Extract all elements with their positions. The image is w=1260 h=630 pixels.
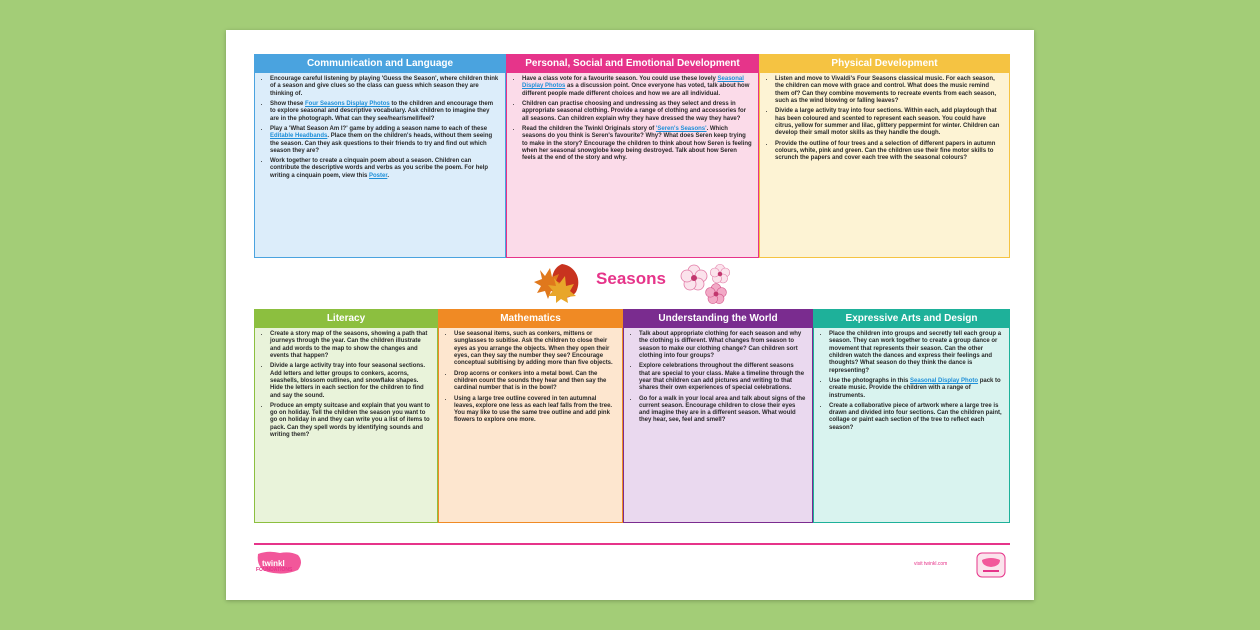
- understanding-world-panel: [623, 309, 813, 523]
- list-item: [270, 363, 431, 400]
- literacy-panel: [254, 309, 438, 523]
- footer-divider: [254, 543, 1010, 545]
- item-text: Go for a walk in your local area and talk about signs of the current season. Encourage children to close their eyes and imagine they are in a different season. What would they hear, see, feel and smell?: [639, 395, 806, 424]
- item-text: Listen and move to Vivaldi's Four Seasons classical music. For each season, the children can move with grace and control. What does the music remind them of? Can they combine movements to recreate events from each season, such as the wind blowing or falling leaves?: [775, 76, 997, 104]
- item-text: Explore celebrations throughout the different seasons that are special to your class. Make a timeline through the year that children can add pictures and writing to that shares their own experiences of special celebrations.: [639, 363, 805, 392]
- item-text: Play a 'What Season Am I?' game by adding a season name to each of these: [270, 125, 488, 132]
- item-text: . Which seasons do you think is Seren's favourite? Why? What does Seren keep trying to make in the story? Encourage the children to think about how Seren is feeling when her seasonal snowglobe keep being destroyed. Talk about how Seren feels at the end of the story and why.: [522, 125, 752, 162]
- item-text: Drop acorns or conkers into a metal bowl. Can the children count the sounds they hear and then say the cardinal number that is in the bowl?: [454, 370, 607, 392]
- list-item: [639, 331, 806, 360]
- logo-text: twinkl: [262, 559, 285, 568]
- mathematics-panel: [438, 309, 623, 523]
- list-item: [270, 126, 499, 155]
- list-item: [829, 331, 1003, 375]
- item-text: Work together to create a cinquain poem about a season. Children can contribute the descriptive words and verbs as you scribe the poem. For help writing a cinquain poem, view this: [270, 158, 489, 179]
- page-title: Seasons: [596, 269, 666, 288]
- understanding-world-list: [624, 328, 812, 425]
- list-item: [522, 76, 752, 98]
- resource-link[interactable]: 'Seren's Seasons': [655, 125, 707, 132]
- item-text: Place the children into groups and secretly tell each group a season. They can work together to create a group dance or movement that represents their season. Can the other children watch the dances and express their feelings and thoughts? What season do they think the dance is representing?: [829, 331, 1002, 374]
- item-text: Use seasonal items, such as conkers, mittens or sunglasses to subitise. Ask the children to close their eyes as you arrange the objects. When they open their eyes, can they say the number they see? Encourage conceptual subitising by adding more than five objects.: [454, 331, 613, 367]
- list-item: [775, 76, 1003, 105]
- item-text: . Place them on the children's heads, without them seeing the season. Can they ask questions to their friends to try and find out which season they are?: [270, 133, 493, 154]
- pse-panel: [506, 54, 759, 258]
- list-item: [829, 403, 1003, 432]
- item-text: Children can practise choosing and undressing as they select and dress in appropriate seasonal clothing. Provide a range of clothing and accessories for all seasons. Can children explain why they have dressed the way they have?: [522, 100, 747, 122]
- list-item: [454, 331, 616, 368]
- logo-subtitle: FOUNDATIONS: [256, 567, 293, 573]
- physical-development-list: [760, 73, 1009, 162]
- resource-link[interactable]: Seasonal Display Photos: [522, 76, 744, 90]
- item-text: Read the children the Twinkl Originals story of: [522, 125, 656, 132]
- list-item: [639, 396, 806, 425]
- list-item: [270, 331, 431, 360]
- list-item: [522, 101, 752, 123]
- list-item: [270, 101, 499, 123]
- item-text: Divide a large activity tray into four sections. Within each, add playdough that has been coloured and scented to represent each season. You could have citrus, yellow for summer and lilac, glittery peppermint for winter. Children can develop their small motor skills as they handle the dough.: [775, 108, 1000, 137]
- item-text: Use the photographs in this: [829, 377, 911, 384]
- resource-link[interactable]: Poster: [369, 172, 388, 179]
- list-item: [775, 108, 1003, 137]
- list-item: [454, 371, 616, 393]
- item-text: to the children and encourage them to explore seasonal and descriptive vocabulary. Ask children to imagine they are in the photograph. What can they see/hear/smell/feel?: [270, 100, 494, 122]
- item-text: Encourage careful listening by playing 'Guess the Season', where children think of a season and give clues so the class can guess which season they are thinking of.: [270, 76, 499, 97]
- mathematics-list: [439, 328, 622, 425]
- item-text: Provide the outline of four trees and a selection of different papers in autumn colours, white, pink and green. Can the children use their fine motor skills to scrunch the papers and cover each tree with the seasonal colours?: [775, 140, 996, 162]
- list-item: [522, 126, 752, 163]
- item-text: Have a class vote for a favourite season. You could use these lovely: [522, 76, 718, 82]
- list-item: [775, 141, 1003, 163]
- resource-link[interactable]: Seasonal Display Photo: [910, 377, 979, 384]
- item-text: Talk about appropriate clothing for each season and why the clothing is different. What changes from season to season to make our clothing change? Can children sort clothing into four groups?: [639, 331, 802, 359]
- site-url[interactable]: visit twinkl.com: [914, 561, 948, 567]
- item-text: Divide a large activity tray into four seasonal sections. Add letters and letter groups to conkers, acorns, seashells, blossom outlines, and snowflake shapes. Hide the letters in each section for the children to find and say the sound.: [270, 363, 426, 399]
- pse-list: [507, 73, 758, 162]
- literacy-heading: Literacy: [255, 310, 437, 328]
- literacy-list: [255, 328, 437, 439]
- resource-link[interactable]: Four Seasons Display Photos: [305, 100, 390, 107]
- list-item: [829, 378, 1003, 400]
- physical-development-panel: [759, 54, 1010, 258]
- item-text: .: [387, 172, 390, 179]
- mathematics-heading: Mathematics: [439, 310, 622, 328]
- item-text: pack to create music. Provide the children with a range of instruments.: [829, 377, 1001, 399]
- blossom-flowers-icon: [680, 262, 736, 306]
- physical-development-heading: Physical Development: [760, 55, 1009, 73]
- expressive-arts-list: [814, 328, 1009, 432]
- pse-heading: Personal, Social and Emotional Development: [507, 55, 758, 73]
- item-text: as a discussion point. Once everyone has voted, talk about how different people made different choices and how we are all individual.: [522, 83, 750, 97]
- planning-sheet: [226, 30, 1034, 600]
- understanding-world-heading: Understanding the World: [624, 310, 812, 328]
- expressive-arts-heading: Expressive Arts and Design: [814, 310, 1009, 328]
- communication-language-panel: [254, 54, 506, 258]
- twinkl-badge-icon: [974, 551, 1008, 579]
- item-text: Show these: [270, 100, 306, 107]
- list-item: [270, 158, 499, 180]
- expressive-arts-panel: [813, 309, 1010, 523]
- list-item: [454, 396, 616, 425]
- item-text: Create a collaborative piece of artwork where a large tree is drawn and divided into four sections. Can the children paint, collage or paint each section of the tree to reflect each season?: [829, 402, 1002, 431]
- list-item: [270, 76, 499, 98]
- resource-link[interactable]: Editable Headbands: [270, 133, 328, 140]
- item-text: Using a large tree outline covered in ten autumnal leaves, explore one less as each leaf falls from the tree. You may like to use the same tree outline and add pink flowers to explore one more.: [454, 395, 613, 424]
- list-item: [270, 403, 431, 440]
- item-text: Produce an empty suitcase and explain that you want to go on holiday. Tell the children the season you want to go on holiday in and they can write you a list of items to pack. Can they spell words by identifying sounds and writing them?: [270, 402, 431, 439]
- list-item: [639, 363, 806, 392]
- communication-language-heading: Communication and Language: [255, 55, 505, 73]
- item-text: Create a story map of the seasons, showing a path that journeys through the year. Can the children illustrate and add words to the map to show the changes and events that happen?: [270, 331, 428, 359]
- communication-language-list: [255, 73, 505, 180]
